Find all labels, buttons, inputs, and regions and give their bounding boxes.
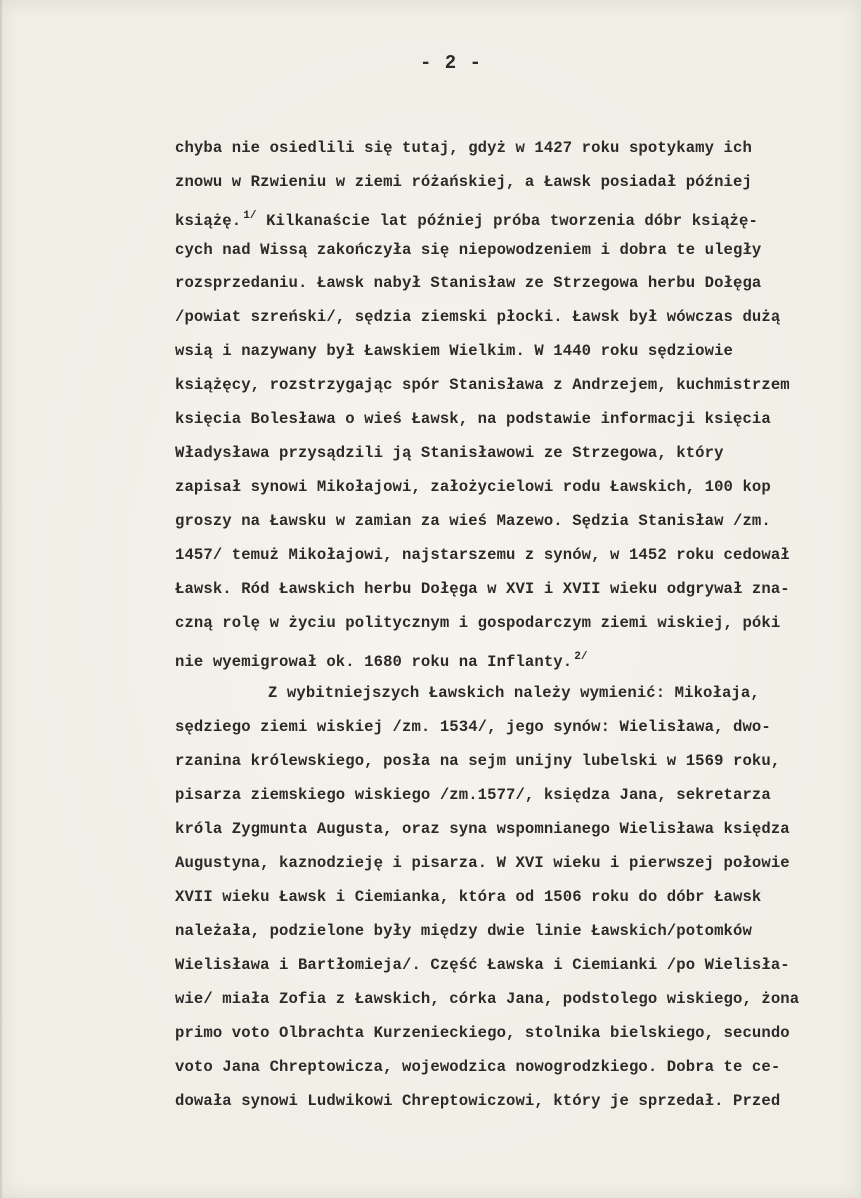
text-line-21: króla Zygmunta Augusta, oraz syna wspomnianego Wielisława księdza: [175, 820, 790, 838]
text-line-28: voto Jana Chreptowicza, wojewodzica nowogrodzkiego. Dobra te ce-: [175, 1058, 781, 1076]
text-line-4: cych nad Wissą zakończyła się niepowodzeniem i dobra te uległy: [175, 241, 762, 259]
text-line-9: księcia Bolesława o wieś Ławsk, na podstawie informacji księcia: [175, 410, 771, 428]
text-line-13: 1457/ temuż Mikołajowi, najstarszemu z synów, w 1452 roku cedował: [175, 546, 790, 564]
text-line-8: książęcy, rozstrzygając spór Stanisława z Andrzejem, kuchmistrzem: [175, 376, 790, 394]
text-line-14: Ławsk. Ród Ławskich herbu Dołęga w XVI i XVII wieku odgrywał zna-: [175, 580, 790, 598]
text-line-16-text: nie wyemigrował ok. 1680 roku na Inflanty.: [175, 653, 573, 671]
text-line-5: rozsprzedaniu. Ławsk nabył Stanisław ze Strzegowa herbu Dołęga: [175, 274, 762, 292]
footnote-marker-2: 2/: [574, 651, 588, 663]
text-line-22: Augustyna, kaznodzieję i pisarza. W XVI wieku i pierwszej połowie: [175, 854, 790, 872]
text-line-6: /powiat szreński/, sędzia ziemski płocki. Ławsk był wówczas dużą: [175, 308, 781, 326]
text-line-29: dowała synowi Ludwikowi Chreptowiczowi, który je sprzedał. Przed: [175, 1092, 781, 1110]
text-line-15: czną rolę w życiu politycznym i gospodarczym ziemi wiskiej, póki: [175, 614, 781, 632]
text-line-19: rzanina królewskiego, posła na sejm unijny lubelski w 1569 roku,: [175, 752, 781, 770]
text-line-2: znowu w Rzwieniu w ziemi różańskiej, a Ławsk posiadał później: [175, 173, 752, 191]
text-line-18: sędziego ziemi wiskiej /zm. 1534/, jego synów: Wielisława, dwo-: [175, 718, 771, 736]
text-line-3-start: książę.: [175, 212, 242, 230]
page-edge-shadow: [0, 0, 3, 1198]
text-line-26: wie/ miała Zofia z Ławskich, córka Jana, podstolego wiskiego, żona: [175, 990, 800, 1008]
text-line-3-rest: Kilkanaście lat później próba tworzenia dóbr książę-: [266, 212, 758, 230]
text-line-17: Z wybitniejszych Ławskich należy wymienić: Mikołaja,: [268, 684, 760, 702]
page-number: - 2 -: [420, 52, 483, 74]
text-line-12: groszy na Ławsku w zamian za wieś Mazewo. Sędzia Stanisław /zm.: [175, 512, 771, 530]
text-line-20: pisarza ziemskiego wiskiego /zm.1577/, księdza Jana, sekretarza: [175, 786, 771, 804]
text-line-3: [175, 206, 758, 231]
text-line-11: zapisał synowi Mikołajowi, założycielowi rodu Ławskich, 100 kop: [175, 478, 771, 496]
footnote-marker-1: 1/: [243, 210, 257, 222]
text-line-16: [175, 647, 588, 672]
text-line-24: należała, podzielone były między dwie linie Ławskich/potomków: [175, 922, 752, 940]
text-line-1: chyba nie osiedlili się tutaj, gdyż w 1427 roku spotykamy ich: [175, 139, 752, 157]
text-line-23: XVII wieku Ławsk i Ciemianka, która od 1506 roku do dóbr Ławsk: [175, 888, 762, 906]
text-line-10: Władysława przysądzili ją Stanisławowi ze Strzegowa, który: [175, 444, 724, 462]
text-line-27: primo voto Olbrachta Kurzenieckiego, stolnika bielskiego, secundo: [175, 1024, 790, 1042]
text-line-25: Wielisława i Bartłomieja/. Część Ławska i Ciemianki /po Wielisła-: [175, 956, 790, 974]
text-line-7: wsią i nazywany był Ławskiem Wielkim. W 1440 roku sędziowie: [175, 342, 734, 360]
